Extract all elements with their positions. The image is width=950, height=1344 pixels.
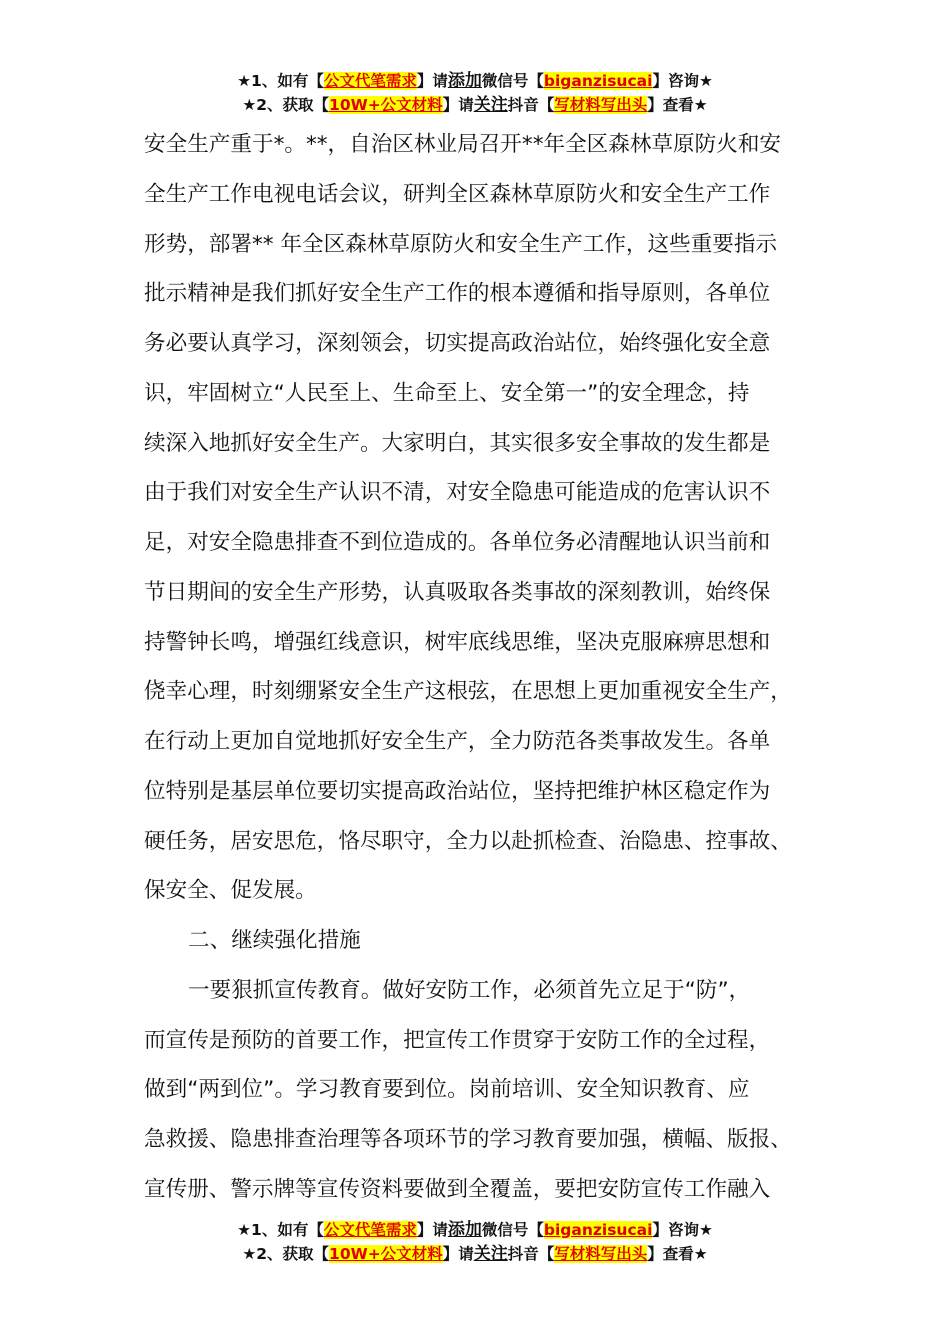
banner-text: 】请 [416, 1221, 448, 1239]
highlight-service: 公文代笔需求 [323, 1221, 417, 1239]
section-heading: 二、继续强化措施 [188, 928, 361, 953]
banner-text: ★1、如有【 [237, 72, 324, 90]
banner-line-2 [0, 1242, 950, 1266]
text-line: 续深入地抓好安全生产。大家明白，其实很多安全事故的发生都是 [144, 430, 771, 456]
text-line: 节日期间的安全生产形势，认真吸取各类事故的深刻教训，始终保 [144, 579, 771, 605]
banner-emphasis: 添加 [447, 1220, 482, 1240]
text-line: 急救援、隐患排查治理等各项环节的学习教育要加强，横幅、版报、 [144, 1127, 792, 1152]
banner-text: 微信号【 [481, 1221, 544, 1239]
banner-line-1 [0, 1218, 950, 1242]
document-body [144, 128, 844, 1223]
text-line: 由于我们对安全生产认识不清，对安全隐患可能造成的危害认识不 [144, 480, 771, 506]
text-line: 全生产工作电视电话会议，研判全区森林草原防火和安全生产工作 [144, 181, 771, 207]
text-line: 而宣传是预防的首要工作，把宣传工作贯穿于安防工作的全过程， [144, 1027, 771, 1053]
text-line: 形势，部署** 年全区森林草原防火和安全生产工作，这些重要指示 [144, 231, 778, 257]
highlight-materials: 10W+公文材料 [329, 1245, 443, 1263]
banner-text: 】请 [416, 72, 448, 90]
banner-emphasis: 关注 [473, 1244, 508, 1264]
banner-text: 】请 [442, 1245, 474, 1263]
banner-line-1 [0, 69, 950, 93]
text-line: 务必要认真学习，深刻领会，切实提高政治站位，始终强化安全意 [144, 331, 771, 356]
text-line: 做到“两到位”。学习教育要到位。岗前培训、安全知识教育、应 [144, 1077, 750, 1103]
text-line: 识，牢固树立“人民至上、生命至上、安全第一”的安全理念，持 [144, 380, 750, 406]
text-line: 保安全、促发展。 [144, 878, 317, 904]
banner-text: 】咨询★ [652, 1221, 713, 1239]
banner-text: 抖音【 [507, 1245, 555, 1263]
text-line: 位特别是基层单位要切实提高政治站位，坚持把维护林区稳定作为 [144, 778, 771, 804]
footer-banner [0, 1218, 950, 1266]
highlight-materials: 10W+公文材料 [329, 96, 443, 114]
highlight-service: 公文代笔需求 [323, 72, 417, 90]
banner-text: 抖音【 [507, 96, 555, 114]
text-line: 侥幸心理，时刻绷紧安全生产这根弦，在思想上更加重视安全生产， [144, 679, 792, 705]
banner-text: ★2、获取【 [242, 1245, 330, 1263]
banner-text: 】咨询★ [652, 72, 713, 90]
highlight-wechat-id: biganzisucai [543, 72, 653, 90]
banner-text: ★1、如有【 [237, 1221, 324, 1239]
banner-emphasis: 添加 [447, 71, 482, 91]
banner-text: 微信号【 [481, 72, 544, 90]
text-line: 安全生产重于*。**，自治区林业局召开**年全区森林草原防火和安 [144, 132, 782, 157]
highlight-douyin: 写材料写出头 [554, 96, 648, 114]
text-line: 足，对安全隐患排查不到位造成的。各单位务必清醒地认识当前和 [144, 530, 771, 555]
text-line: 在行动上更加自觉地抓好安全生产，全力防范各类事故发生。各单 [144, 729, 771, 754]
banner-emphasis: 关注 [473, 95, 508, 115]
text-line: 持警钟长鸣，增强红线意识，树牢底线思维，坚决克服麻痹思想和 [144, 629, 771, 655]
banner-text: 】查看★ [647, 96, 708, 114]
banner-line-2 [0, 93, 950, 117]
header-banner [0, 69, 950, 117]
text-line: 批示精神是我们抓好安全生产工作的根本遵循和指导原则，各单位 [144, 281, 771, 307]
banner-text: 】请 [442, 96, 474, 114]
highlight-wechat-id: biganzisucai [543, 1221, 653, 1239]
text-line: 一要狠抓宣传教育。做好安防工作，必须首先立足于“防”， [188, 977, 751, 1003]
highlight-douyin: 写材料写出头 [554, 1245, 648, 1263]
text-line: 宣传册、警示牌等宣传资料要做到全覆盖，要把安防宣传工作融入 [144, 1176, 771, 1202]
text-line: 硬任务，居安思危，恪尽职守，全力以赴抓检查、治隐患、控事故、 [144, 828, 792, 854]
banner-text: ★2、获取【 [242, 96, 330, 114]
banner-text: 】查看★ [647, 1245, 708, 1263]
